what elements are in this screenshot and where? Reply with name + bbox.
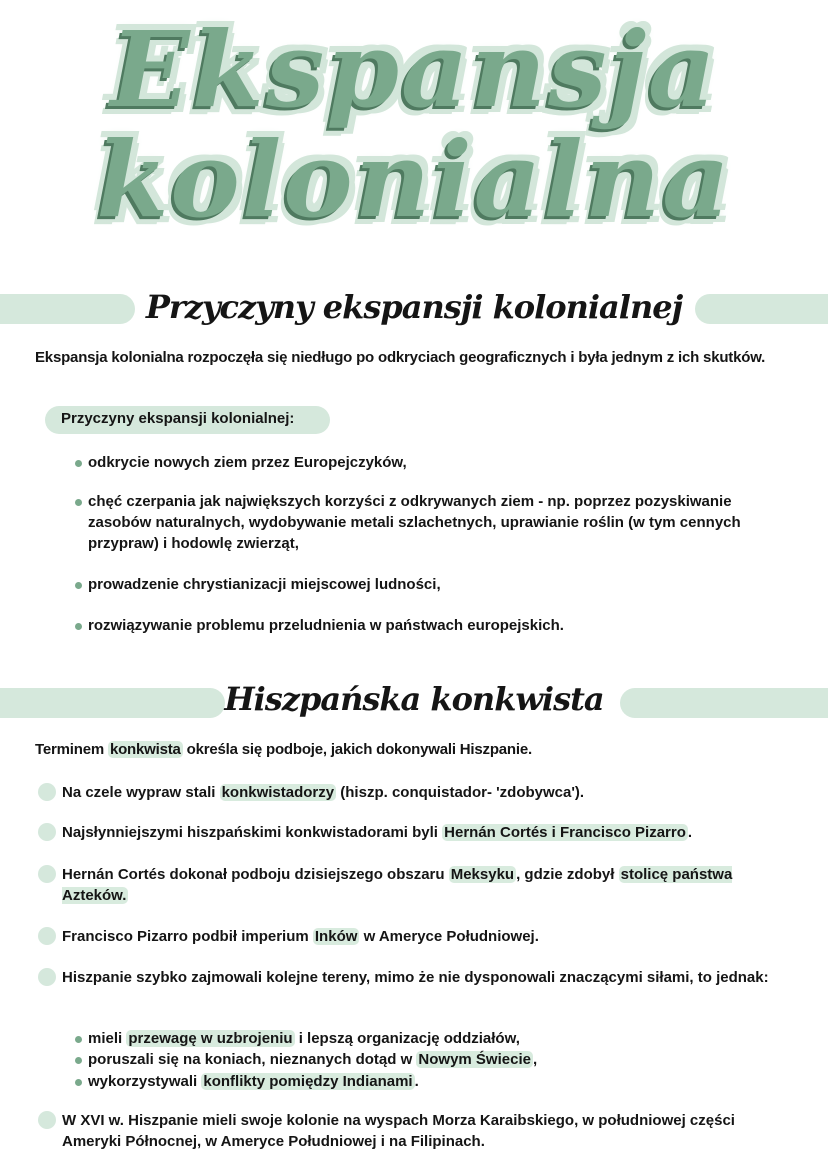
sub-list-item: wykorzystywali konflikty pomiędzy Indianami . xyxy=(88,1071,798,1092)
list-item: Najsłynniejszymi hiszpańskimi konkwistadorami byli Hernán Cortés i Francisco Pizarro . xyxy=(62,822,782,843)
sub-list-item: poruszali się na koniach, nieznanych dotąd w Nowym Świecie , xyxy=(88,1049,798,1070)
list-item: Hiszpanie szybko zajmowali kolejne tereny, mimo że nie dysponowali znaczącymi siłami, to jednak: xyxy=(62,967,782,988)
list-item: Hernán Cortés dokonał podboju dzisiejszego obszaru Meksyku , gdzie zdobył stolicę państwa Azteków. xyxy=(62,864,782,906)
bullet-icon xyxy=(75,499,82,506)
bullet-icon xyxy=(38,865,56,883)
bullet-icon xyxy=(38,823,56,841)
bullet-icon xyxy=(75,1057,82,1064)
bullet-icon xyxy=(38,1111,56,1129)
bullet-icon xyxy=(75,623,82,630)
list-item: rozwiązywanie problemu przeludnienia w państwach europejskich. xyxy=(88,615,798,636)
bullet-icon xyxy=(38,927,56,945)
bullet-icon xyxy=(75,460,82,467)
subheading: Przyczyny ekspansji kolonialnej: xyxy=(45,406,330,434)
list-item: Na czele wypraw stali konkwistadorzy (hiszp. conquistador- 'zdobywca'). xyxy=(62,782,782,803)
title-line-1: Ekspansja xyxy=(110,8,718,131)
list-item: W XVI w. Hiszpanie mieli swoje kolonie na wyspach Morza Karaibskiego, w południowej części Ameryki Północnej, w Ameryce Południowej i na Filipinach. xyxy=(62,1110,782,1152)
sub-list-item: mieli przewagę w uzbrojeniu i lepszą organizację oddziałów, xyxy=(88,1028,798,1049)
title-line-2: kolonialna xyxy=(96,118,732,241)
bullet-icon xyxy=(75,1036,82,1043)
list-item: prowadzenie chrystianizacji miejscowej ludności, xyxy=(88,574,798,595)
bullet-icon xyxy=(38,968,56,986)
bullet-icon xyxy=(75,582,82,589)
list-item: chęć czerpania jak największych korzyści z odkrywanych ziem - np. poprzez pozyskiwanie zasobów naturalnych, wydobywanie metali szlachetnych, uprawianie roślin (w tym cennych przypraw) i hodowlę zwierząt, xyxy=(88,491,798,554)
intro-paragraph: Ekspansja kolonialna rozpoczęła się niedługo po odkryciach geograficznych i była jednym z ich skutków. xyxy=(35,349,766,366)
intro-paragraph: Terminem konkwista określa się podboje, jakich dokonywali Hiszpanie. xyxy=(35,741,532,758)
list-item: Francisco Pizarro podbił imperium Inków w Ameryce Południowej. xyxy=(62,926,782,947)
section-heading: Przyczyny ekspansji kolonialnej xyxy=(145,288,683,326)
bullet-icon xyxy=(75,1079,82,1086)
section-heading: Hiszpańska konkwista xyxy=(224,680,604,718)
bullet-icon xyxy=(38,783,56,801)
list-item: odkrycie nowych ziem przez Europejczyków, xyxy=(88,452,798,473)
